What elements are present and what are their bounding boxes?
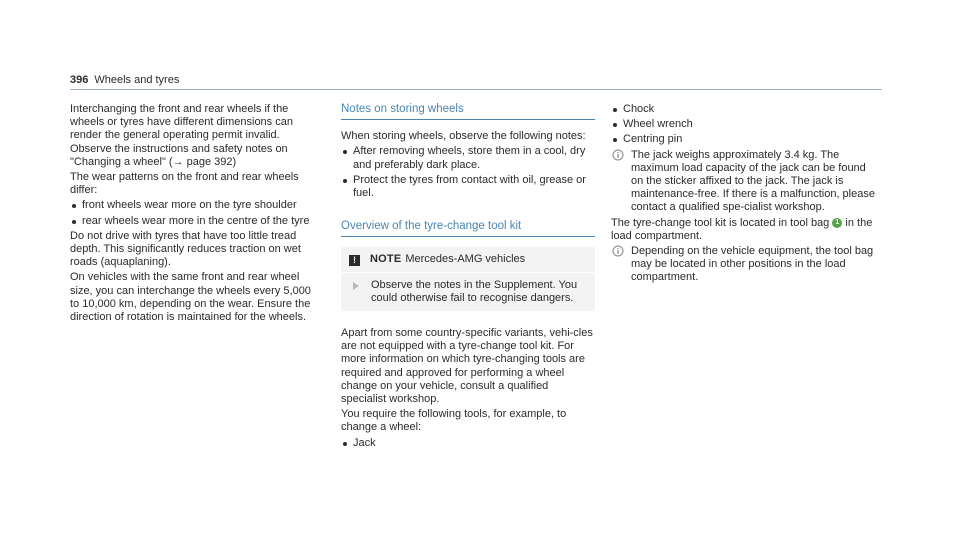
section-title-storing-wheels: Notes on storing wheels: [341, 103, 595, 120]
exclamation-icon: !: [349, 255, 360, 266]
paragraph-interchanging: Interchanging the front and rear wheels if the wheels or tyres have different dimensions can render the general operating permit invalid. Observe the instructions and safety notes on "Changing a wheel" (→ page 392): [70, 103, 293, 168]
note-header: [341, 247, 595, 272]
list-item: After removing wheels, store them in a cool, dry and preferably dark place.: [341, 145, 595, 171]
bullet-icon: [613, 108, 617, 112]
note-body: [341, 273, 595, 311]
paragraph-tread-depth: Do not drive with tyres that have too little tread depth. This significantly reduces traction on wet roads (aquaplaning).: [70, 229, 301, 269]
list-item: Centring pin: [611, 133, 881, 146]
list-item: rear wheels wear more in the centre of the tyre: [70, 215, 320, 228]
paragraph-tool-bag-location: The tyre-change tool kit is located in tool bag 1 in the load compartment.: [611, 216, 873, 242]
page-header: [70, 74, 179, 87]
paragraph-wear-patterns: The wear patterns on the front and rear wheels differ:: [70, 171, 299, 197]
list-item: Wheel wrench: [611, 118, 881, 131]
chapter-title: Wheels and tyres: [94, 74, 180, 86]
info-note-jack: The jack weighs approximately 3.4 kg. The maximum load capacity of the jack can be found on the sticker affixed to the jack. The jack is maintenance-free. If there is a malfunction, please contact a qualified spe-cialist workshop.: [611, 149, 881, 215]
info-note-tool-bag: Depending on the vehicle equipment, the tool bag may be located in other positions in the load compartment.: [611, 245, 881, 285]
paragraph-required-tools: You require the following tools, for example, to change a wheel:: [341, 408, 567, 434]
play-triangle-icon: [353, 282, 359, 290]
bullet-icon: [613, 138, 617, 142]
list-item: Chock: [611, 103, 881, 116]
note-text: Observe the notes in the Supplement. You could otherwise fail to recognise dangers.: [371, 278, 578, 304]
list-item: Jack: [341, 437, 595, 450]
paragraph-tool-kit-variants: Apart from some country-specific variants, vehi-cles are not equipped with a tyre-change tool kit. For more information on which tyre-changing tools are required and approved for performing a wheel change on your vehicle, consult a qualified specialist workshop.: [341, 327, 593, 406]
note-label: NOTE: [370, 253, 402, 266]
section-title-tool-kit: Overview of the tyre-change tool kit: [341, 220, 595, 237]
bullet-icon: [343, 179, 347, 183]
note-subject: Mercedes-AMG vehicles: [405, 253, 526, 266]
bullet-icon: [343, 442, 347, 446]
column-right: [611, 103, 881, 287]
list-item: front wheels wear more on the tyre shoulder: [70, 199, 320, 212]
paragraph-interchange-interval: On vehicles with the same front and rear wheel size, you can interchange the wheels every 5,000 to 10,000 km, depending on the wear. Ensure the direction of rotation is maintained for the wheels.: [70, 271, 311, 324]
note-box: [341, 247, 595, 311]
info-icon: [612, 149, 624, 161]
bullet-icon: [72, 220, 76, 224]
bullet-icon: [613, 123, 617, 127]
bullet-icon: [343, 150, 347, 154]
list-item: Protect the tyres from contact with oil, grease or fuel.: [341, 174, 595, 200]
callout-badge: 1: [832, 218, 842, 228]
paragraph-storing-intro: When storing wheels, observe the following notes:: [341, 130, 586, 143]
page-number: 396: [70, 74, 89, 86]
column-left: [70, 103, 320, 326]
header-divider: [70, 89, 882, 90]
column-middle: [341, 103, 595, 452]
bullet-icon: [72, 204, 76, 208]
info-icon: [612, 245, 624, 257]
